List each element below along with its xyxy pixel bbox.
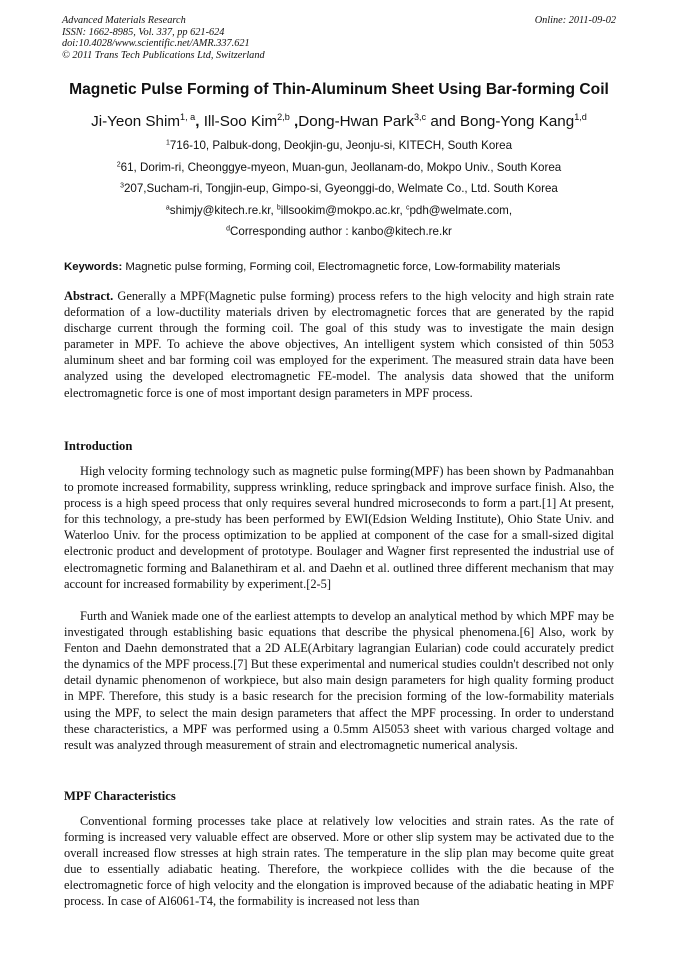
author-separator: , [294,113,299,130]
journal-copyright: © 2011 Trans Tech Publications Ltd, Switzerland [62,49,265,61]
affiliation-text: 207,Sucham-ri, Tongjin-eup, Gimpo-si, Gyeonggi-do, Welmate Co., Ltd. South Korea [123,182,558,195]
email-mark: b [276,204,281,212]
affiliation [0,161,678,174]
affiliation-mark: 2 [116,161,121,169]
author-affiliation-mark: 3,c [413,112,427,123]
author-separator: and [430,113,456,130]
keywords [64,261,616,273]
introduction-paragraph: High velocity forming technology such as magnetic pulse forming(MPF) has been shown by Padmanahban to promote increased formability, suppress wrinkling, reduce springback and improve surface finish. Also, the process is a high speed process that only requires several hundred microseconds to form a part.[1] At present, for this technology, a pre-study has been performed by EWI(Edsion Welding Institute), Ohio State Univ. and Waterloo Univ. for the process optimization to be applied at component of the case for a small-sized digital electronic product and development of prototype. Boulager and Wagner first represented the industrial use of electromagnetic forming and Balanethiram et al. and Daehn et al. outlined three different mechanism that may account for increased formability by experiment.[2-5] [64,464,614,591]
author-list [0,113,678,130]
email-address: pdh@welmate.com, [409,204,513,217]
corresponding-author [0,225,678,238]
affiliation-text: 61, Dorim-ri, Cheonggye-myeon, Muan-gun, Jeollanam-do, Mokpo Univ., South Korea [120,161,562,174]
author-affiliation-mark: 1,d [574,112,587,123]
author-name: Ji-Yeon Shim [91,113,181,130]
journal-name: Advanced Materials Research [62,15,186,26]
mpf-paragraph: Conventional forming processes take place at relatively low velocities and strain rates. As the rate of forming is increased very valuable effect are observed. More or other slip system may be activated due to the overall increased flow stresses at high strain rates. The temperature in the slip plan may become quite great due to essentially adiabatic heating. Therefore, the workpiece collides with the die because of the electromagnetic force of high velocity and the elongation is improved because of the adiabatic heating in MPF process. In case of Al6061-T4, the formability is increased not less than [64,814,614,909]
abstract-label: Abstract. [64,289,114,303]
journal-issn: ISSN: 1662-8985, Vol. 337, pp 621-624 [62,26,225,38]
corresponding-mark: d [226,225,230,233]
keywords-text: Magnetic pulse forming, Forming coil, Electromagnetic force, Low-formability materials [122,261,561,273]
affiliation-text: 716-10, Palbuk-dong, Deokjin-gu, Jeonju-si, KITECH, South Korea [169,139,513,152]
abstract [64,288,614,401]
abstract-text: Generally a MPF(Magnetic pulse forming) process refers to the high velocity and high strain rate deformation of a low-ductility materials driven by electromagnetic forces that are generated by the rapid discharge current through the forming coil. The goal of this study was to investigate the main design parameter in MPF. To achieve the above objectives, An intelligent system which consisted of thin 5053 aluminum sheet and bar forming coil was employed for the experiment. The measured strain data have been analyzed using the developed electromagnetic FE-model. The analysis data showed that the uniform electromagnetic force is one of most important design parameters in MPF process. [64,289,614,400]
email-address: shimjy@kitech.re.kr, [169,204,277,217]
email-address: illsookim@mokpo.ac.kr, [280,204,406,217]
author-name: Dong-Hwan Park [298,113,414,130]
author-affiliation-mark: 2,b [277,112,290,123]
email-list [0,204,678,217]
online-date: Online: 2011-09-02 [534,15,616,26]
affiliation [0,182,678,195]
author-name: Ill-Soo Kim [203,113,278,130]
section-heading-mpf-characteristics: MPF Characteristics [64,789,176,803]
section-heading-introduction: Introduction [64,439,133,453]
introduction-paragraph: Furth and Waniek made one of the earliest attempts to develop an analytical method by which MPF may be investigated through establishing basic equations that describe the physical phenomena.[6] Also, work by Fenton and Daehn demonstrated that a 2D ALE(Arbitary lagrangian Eularian) code could accurately predict the dynamics of the MPF process.[7] But these experimental and numerical studies couldn't described not only detail dynamic phenomenon of workpiece, but also main design parameters for high quality forming product in MPF. Therefore, this study is a basic research for the precision forming of the low-formability materials using the MPF, to select the main design parameters that affect the MPF processing. In order to understand these characteristics, a MPF was performed using a 0.5mm Al5053 sheet with various charged voltage and result was analyzed through measurement of strain and electromagnetic numerical analysis. [64,609,614,752]
author-name: Bong-Yong Kang [459,113,575,130]
email-mark: c [405,204,410,212]
email-mark: a [165,204,170,212]
journal-header [62,15,265,61]
paper-title: Magnetic Pulse Forming of Thin-Aluminum Sheet Using Bar-forming Coil [69,81,609,98]
author-separator: , [195,113,200,130]
affiliation-mark: 1 [165,139,170,147]
journal-doi: doi:10.4028/www.scientific.net/AMR.337.621 [62,38,250,50]
affiliation-mark: 3 [120,182,124,190]
corresponding-text: Corresponding author : kanbo@kitech.re.kr [230,225,452,238]
author-affiliation-mark: 1, a [180,112,196,123]
affiliation [0,139,678,152]
keywords-label: Keywords: [64,261,123,273]
